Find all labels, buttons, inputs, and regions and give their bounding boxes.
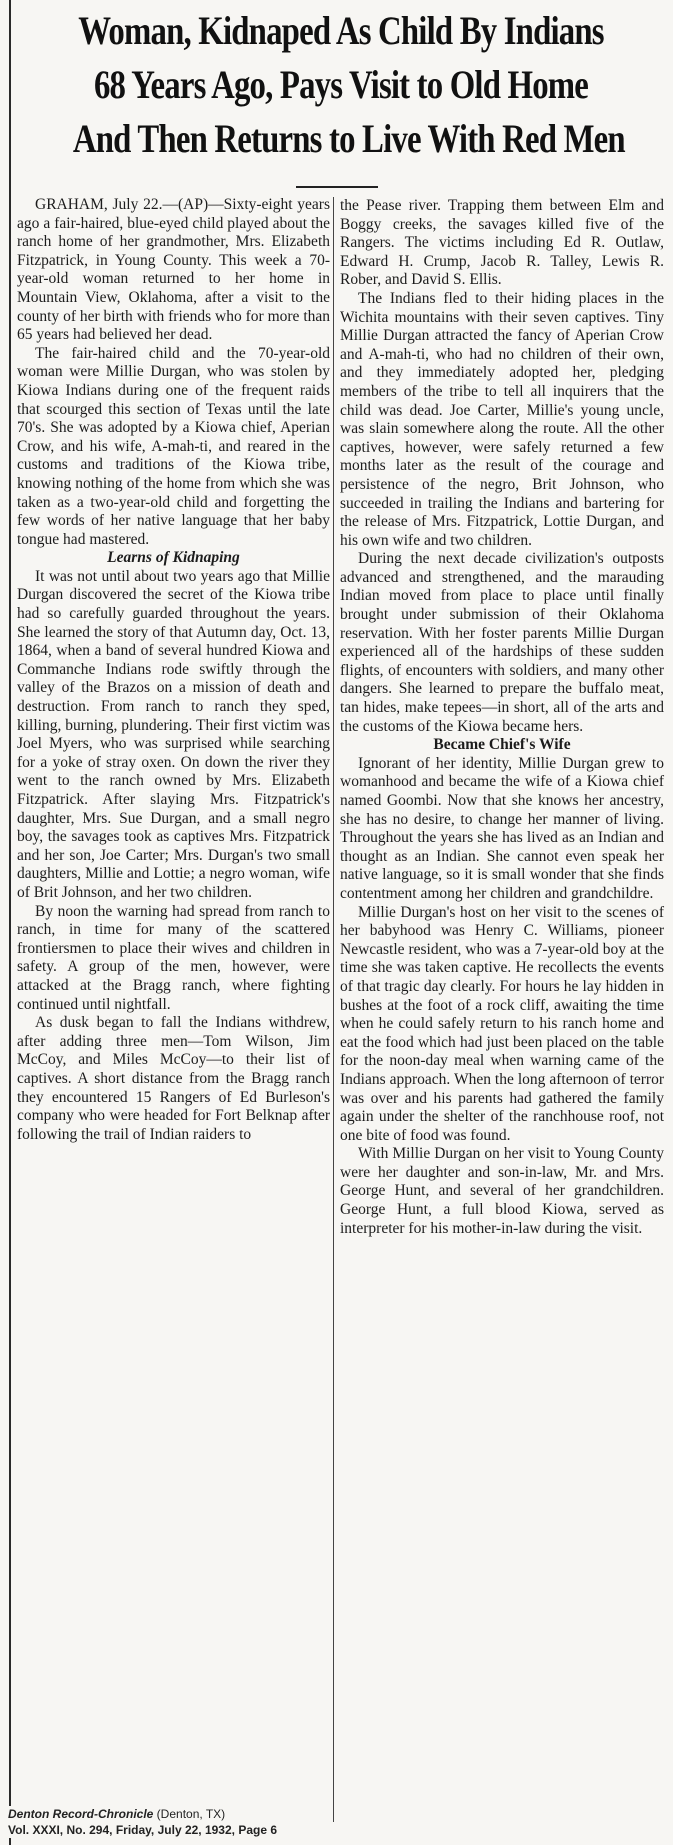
headline-rule (296, 186, 378, 188)
paragraph: The fair-haired child and the 70-year-old woman were Millie Durgan, who was stolen by Kiowa Indians during one of the frequent raids that scourged this section of Texas until the late 70's. She was adopted by a Kiowa chief, Aperian Crow, and his wife, A-mah-ti, and reared in the customs and traditions of the Kiowa tribe, knowing nothing of the home from which she was taken as a two-year-old child and forgetting the few words of her native language that her baby tongue had mastered. (17, 344, 330, 548)
paragraph: It was not until about two years ago that Millie Durgan discovered the secret of the Kiowa tribe had so carefully guarded throughout the years. She learned the story of that Autumn day, Oct. 13, 1864, when a band of several hundred Kiowa and Commanche Indians rode swiftly through the valley of the Brazos on a mission of death and destruction. From ranch to ranch they sped, killing, burning, plundering. Their first victim was Joel Myers, who was surprised while searching for a yoke of stray oxen. On down the river they went to the ranch owned by Mrs. Elizabeth Fitzpatrick. After slaying Mrs. Fitzpatrick's daughter, Mrs. Sue Durgan, and a small negro boy, the savages took as captives Mrs. Fitzpatrick and her son, Joe Carter; Mrs. Durgan's two small daughters, Millie and Lottie; a negro woman, wife of Brit Johnson, and her two children. (17, 567, 330, 901)
paragraph: Ignorant of her identity, Millie Durgan grew to womanhood and became the wife of a Kiowa chief named Goombi. Now that she knows her ancestry, she has no desire, to change her manner of living. Throughout the years she has lived as an Indian and thought as an Indian. She cannot even speak her native language, so it is small wonder that she finds contentment among her children and grandchildre. (340, 754, 664, 902)
headline (72, 4, 625, 166)
headline-line-2: 68 Years Ago, Pays Visit to Old Home (93, 62, 589, 107)
paragraph: By noon the warning had spread from ranch to ranch, in time for many of the scattered frontiersmen to place their wives and children in safety. A group of the men, however, were attacked at the Bragg ranch, where fighting continued until nightfall. (17, 902, 330, 1013)
paragraph: During the next decade civilization's outposts advanced and strengthened, and the marauding Indian moved from place to place until finally brought under submission of their Oklahoma reservation. With her foster parents Millie Durgan experienced all of the hardships of these sudden flights, of encounters with soldiers, and many other dangers. She learned to prepare the buffalo meat, tan hides, make tepees—in short, all of the arts and the customs of the Kiowa became hers. (340, 550, 664, 735)
paragraph: Millie Durgan's host on her visit to the scenes of her babyhood was Henry C. Williams, pioneer Newcastle resident, who was a 7-year-old boy at the time she was taken captive. He recollects the events of that tragic day clearly. For hours he lay hidden in bushes at the foot of a rock cliff, awaiting the time when he could safely return to his ranch home and eat the food which had just been placed on the table for the noon-day meal when warning came of the Indians approach. When the long afternoon of terror was over and his parents had gathered the family again under the shelter of the ranchhouse roof, not one bite of food was found. (340, 903, 664, 1144)
issue-info: Vol. XXXI, No. 294, Friday, July 22, 1932, Page 6 (8, 1823, 278, 1837)
paragraph: GRAHAM, July 22.—(AP)—Sixty-eight years ago a fair-haired, blue-eyed child played about the ranch home of her grandmother, Mrs. Elizabeth Fitzpatrick, in Young County. This week a 70-year-old woman returned to her home in Mountain View, Oklahoma, after a visit to the county of her birth with friends who for more than 65 years had believed her dead. (17, 196, 330, 344)
headline-line-1: Woman, Kidnaped As Child By Indians (78, 8, 604, 53)
subheading: Learns of Kidnaping (107, 549, 240, 567)
paragraph: As dusk began to fall the Indians withdrew, after adding three men—Tom Wilson, Jim McCoy, and Miles McCoy—to their list of captives. A short distance from the Bragg ranch they encountered 15 Rangers of Ed Burleson's company who were headed for Fort Belknap after following the trail of Indian raiders to (17, 1014, 330, 1143)
clipping-edge (9, 0, 11, 1845)
newspaper-place: (Denton, TX) (153, 1807, 226, 1821)
headline-line-3: And Then Returns to Live With Red Men (72, 116, 625, 161)
credit-line-1 (8, 1806, 308, 1822)
column-divider (333, 197, 334, 1822)
subheading: Became Chief's Wife (433, 736, 571, 754)
article-column-1 (17, 196, 330, 1144)
paragraph: the Pease river. Trapping them between Elm and Boggy creeks, the savages killed five of the Rangers. The victims including Ed R. Outlaw, Edward H. Crump, Jacob R. Talley, Lewis R. Rober, and David S. Ellis. (340, 197, 664, 289)
article-column-2 (340, 197, 664, 1238)
paragraph: The Indians fled to their hiding places in the Wichita mountains with their seven captives. Tiny Millie Durgan attracted the fancy of Aperian Crow and A-mah-ti, who had no children of their own, and they immediately adopted her, pledging members of the tribe to tell all inquirers that the child was dead. Joe Carter, Millie's young uncle, was slain somewhere along the route. All the other captives, however, were safely returned a few months later as the result of the courage and persistence of the negro, Brit Johnson, who succeeded in trailing the Indians and bartering for the release of Mrs. Fitzpatrick, Lottie Durgan, and his own wife and two children. (340, 289, 664, 549)
source-credit (8, 1806, 308, 1838)
paragraph: With Millie Durgan on her visit to Young County were her daughter and son-in-law, Mr. and Mrs. George Hunt, and several of her grandchildren. George Hunt, a full blood Kiowa, served as interpreter for his mother-in-law during the visit. (340, 1145, 664, 1237)
newspaper-name: Denton Record-Chronicle (8, 1807, 154, 1821)
